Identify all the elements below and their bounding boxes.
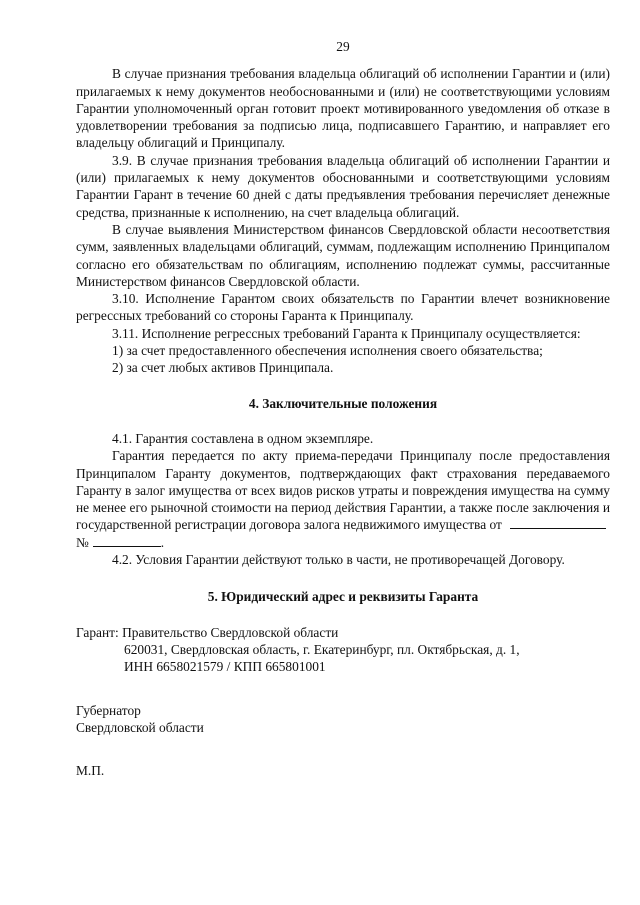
list-item-2: 2) за счет любых активов Принципала. bbox=[112, 360, 334, 376]
paragraph-3-10: 3.10. Исполнение Гарантом своих обязательств по Гарантии влечет возникновение регрессных требований со стороны Гаранта к Принципалу. bbox=[76, 291, 610, 324]
signatory-title-line2: Свердловской области bbox=[76, 719, 204, 735]
section-4-heading: 4. Заключительные положения bbox=[248, 395, 438, 411]
paragraph-4-1: 4.1. Гарантия составлена в одном экземпляре. bbox=[112, 430, 374, 446]
date-blank bbox=[510, 516, 606, 529]
number-sign: № bbox=[76, 534, 89, 550]
guarantor-line: Гарант: Правительство Свердловской области bbox=[76, 624, 339, 640]
paragraph-ministry-discrepancy: В случае выявления Министерством финансов Свердловской области несоответствия сумм, заявленных владельцами облигаций, суммам, подлежащим исполнению Принципалом согласно его обязательствам по облигациям, исполнению подлежат суммы, рассчитанные Министерством финансов Свердловской области. bbox=[76, 221, 610, 289]
paragraph-3-9: 3.9. В случае признания требования владельца облигаций об исполнении Гарантии и (или) прилагаемых к нему документов обоснованными и соответствующими условиям Гарантии Гарант в течение 60 дней с даты предъявления требования перечисляет денежные средства, признанные к исполнению, на счет владельца облигаций. bbox=[76, 152, 610, 220]
signatory-title-line1: Губернатор bbox=[76, 702, 141, 718]
number-blank bbox=[93, 534, 161, 547]
section-5-heading: 5. Юридический адрес и реквизиты Гаранта bbox=[207, 589, 479, 605]
paragraph-transfer-text: Гарантия передается по акту приема-передачи Принципалу после предоставления Принципалом Гаранту документов, подтверждающих факт страхования передаваемого Гаранту в залог имущества от всех видов рисков утраты и повреждения имущества на сумму не менее его рыночной стоимости на период действия Гарантии, а также после заключения и государственной регистрации договора залога недвижимого имущества от bbox=[76, 448, 610, 533]
stamp-place: М.П. bbox=[76, 763, 105, 779]
paragraph-transfer bbox=[76, 447, 610, 551]
guarantor-inn-kpp: ИНН 6658021579 / КПП 665801001 bbox=[124, 659, 326, 675]
guarantor-address: 620031, Свердловская область, г. Екатеринбург, пл. Октябрьская, д. 1, bbox=[124, 641, 520, 657]
paragraph-3-11: 3.11. Исполнение регрессных требований Гаранта к Принципалу осуществляется: bbox=[112, 325, 581, 341]
page-number: 29 bbox=[336, 39, 350, 54]
list-item-1: 1) за счет предоставленного обеспечения исполнения своего обязательства; bbox=[112, 343, 543, 359]
paragraph-4-2: 4.2. Условия Гарантии действуют только в части, не противоречащей Договору. bbox=[112, 552, 565, 568]
paragraph-transfer-end: . bbox=[160, 534, 165, 550]
paragraph-refusal-notice: В случае признания требования владельца облигаций об исполнении Гарантии и (или) прилагаемых к нему документов необоснованными и (или) не соответствующими условиям Гарантии уполномоченный орган готовит проект мотивированного уведомления об отказе в удовлетворении требования за подписью лица, подписавшего Гарантию, и направляет его владельцу облигаций и Принципалу. bbox=[76, 66, 610, 151]
